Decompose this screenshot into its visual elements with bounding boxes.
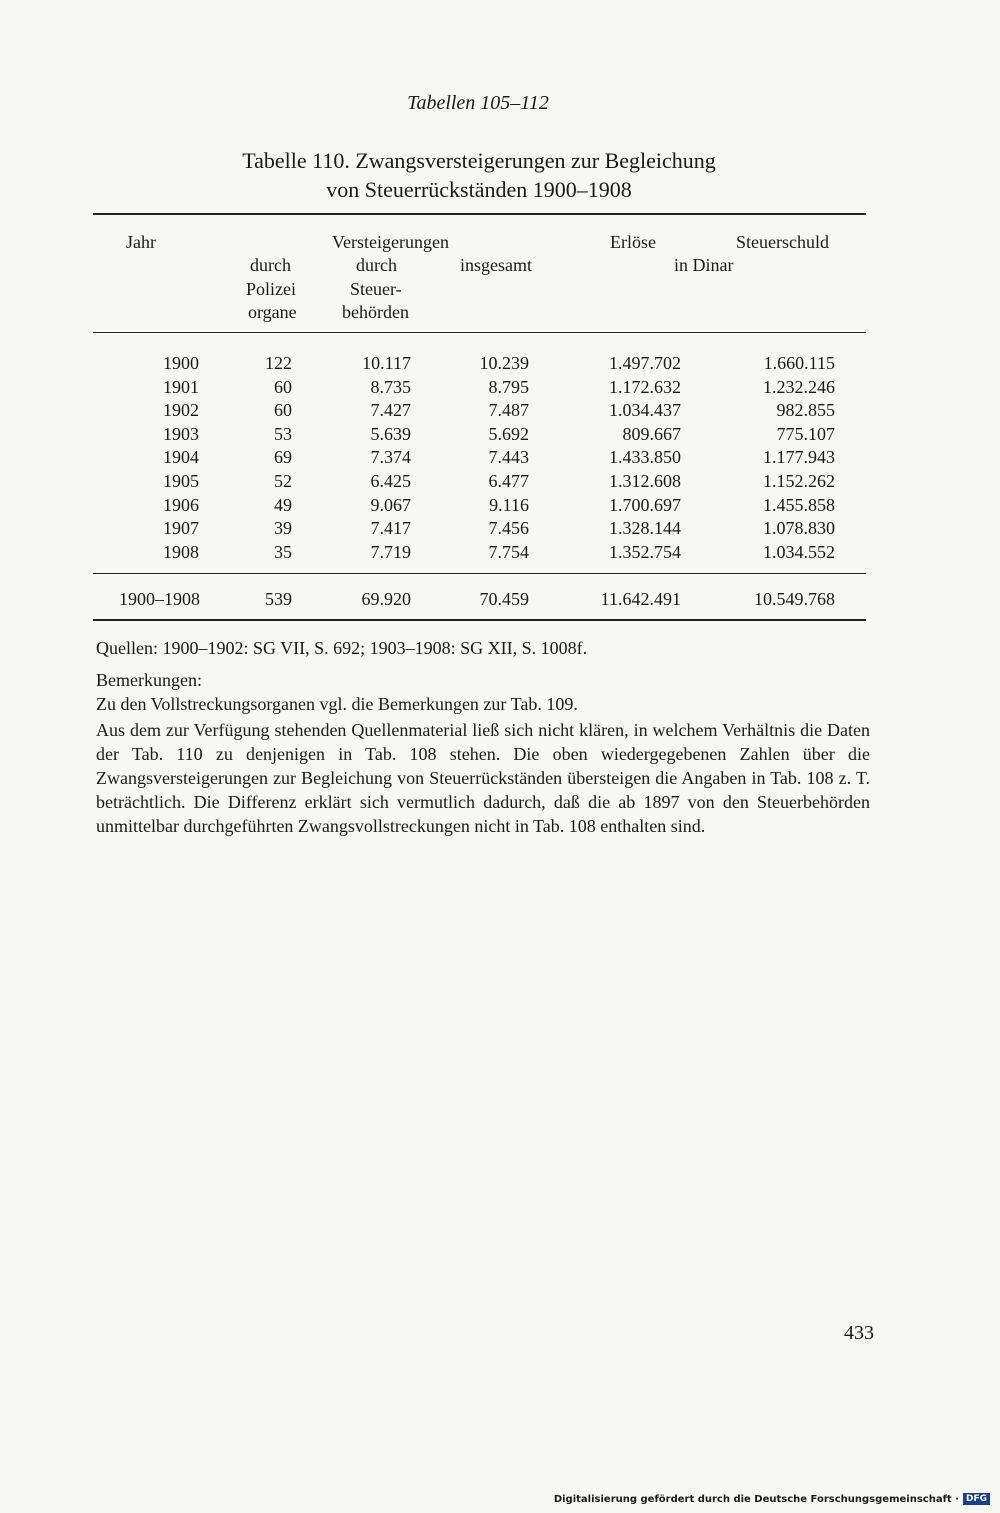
cell-polizei: 39 [274,518,292,539]
cell-steuer: 5.639 [370,423,411,444]
cell-erloese: 1.034.437 [609,400,681,421]
cell-steuerschuld: 1.152.262 [763,471,835,491]
cell-steuer: 9.067 [370,494,411,515]
header-versteigerungen: Versteigerungen [332,232,449,252]
cell-erloese: 1.497.702 [609,353,681,373]
cell-insgesamt: 7.443 [488,447,529,468]
cell-steuer: 7.427 [370,400,411,421]
table-top-rule [93,213,866,215]
cell-jahr: 1908 [163,541,199,562]
cell-steuerschuld: 1.177.943 [763,447,835,468]
cell-polizei: 122 [265,353,292,373]
total-steuerschuld: 10.549.768 [754,589,835,609]
header-steuer: Steuer- [350,279,402,299]
cell-erloese: 1.700.697 [609,494,681,515]
cell-jahr: 1905 [163,471,199,491]
header-jahr: Jahr [126,232,156,252]
cell-polizei: 69 [274,447,292,468]
cell-steuer: 10.117 [362,353,411,373]
page-number: 433 [844,1322,874,1344]
cell-jahr: 1902 [163,400,199,421]
table-total-rule [93,573,866,574]
dfg-logo: DFG [963,1493,990,1505]
cell-erloese: 1.433.850 [609,447,681,468]
cell-steuer: 6.425 [370,471,411,491]
cell-insgesamt: 10.239 [479,353,529,373]
cell-steuerschuld: 1.660.115 [763,353,835,373]
cell-insgesamt: 6.477 [488,471,529,491]
total-erloese: 11.642.491 [600,589,681,609]
cell-insgesamt: 9.116 [489,494,529,515]
header-insgesamt: insgesamt [460,255,532,275]
cell-polizei: 49 [274,494,292,515]
table-title-line-1: Tabelle 110. Zwangsversteigerungen zur Begleichung [242,148,716,173]
cell-insgesamt: 7.754 [488,541,529,562]
cell-jahr: 1903 [163,423,199,444]
table-bottom-rule [93,619,866,621]
notes [96,636,870,838]
cell-steuer: 7.374 [370,447,411,468]
cell-polizei: 52 [274,471,292,491]
cell-steuerschuld: 982.855 [776,400,835,421]
cell-steuer: 7.417 [370,518,411,539]
bemerkung-1: Zu den Vollstreckungsorganen vgl. die Bemerkungen zur Tab. 109. [96,694,578,714]
header-behoerden: behörden [342,302,409,322]
cell-polizei: 60 [274,376,292,397]
cell-jahr: 1907 [163,518,199,539]
bemerkung-2: Aus dem zur Verfügung stehenden Quellenmaterial ließ sich nicht klären, in welchem Verhältnis die Daten der Tab. 110 zu denjenigen in Tab. 108 stehen. Die oben wiedergegebenen Zahlen über die Zwangsversteigerungen zur Begleichung von Steuerrückständen übersteigen die Angaben in Tab. 108 z. T. beträchtlich. Die Differenz erklärt sich vermutlich dadurch, daß die ab 1897 von den Steuerbehörden unmittelbar durchgeführten Zwangsvollstreckungen nicht in Tab. 108 enthalten sind. [96,720,870,836]
total-jahr: 1900–1908 [119,589,200,609]
total-insgesamt: 70.459 [479,589,529,609]
cell-polizei: 35 [274,541,292,562]
cell-steuer: 7.719 [370,541,411,562]
header-organe: organe [248,302,297,322]
table-title-line-2: von Steuerrückständen 1900–1908 [326,177,632,202]
cell-jahr: 1904 [163,447,199,468]
footer-text: Digitalisierung gefördert durch die Deutsche Forschungsgemeinschaft · [553,1493,959,1505]
cell-polizei: 60 [274,400,292,421]
bemerkungen-heading: Bemerkungen: [96,670,202,690]
cell-insgesamt: 7.456 [488,518,529,539]
total-polizei: 539 [265,589,292,609]
cell-steuerschuld: 1.455.858 [763,494,835,515]
cell-steuer: 8.735 [370,376,411,397]
running-head: Tabellen 105–112 [407,92,549,114]
header-polizei: Polizei [246,279,296,299]
cell-polizei: 53 [274,423,292,444]
cell-insgesamt: 5.692 [488,423,529,444]
header-durch-polizei: durch [250,255,291,275]
cell-jahr: 1906 [163,494,199,515]
table-header-rule [93,332,866,333]
cell-erloese: 1.172.632 [609,376,681,397]
footer [554,1493,990,1505]
cell-steuerschuld: 1.034.552 [763,541,835,562]
cell-steuerschuld: 775.107 [776,423,835,444]
cell-erloese: 1.328.144 [609,518,681,539]
cell-steuerschuld: 1.078.830 [763,518,835,539]
header-steuerschuld: Steuerschuld [736,232,829,252]
header-erloese: Erlöse [610,232,656,252]
table-title [0,146,958,204]
cell-insgesamt: 8.795 [488,376,529,397]
cell-jahr: 1900 [163,353,199,373]
cell-jahr: 1901 [163,376,199,397]
cell-insgesamt: 7.487 [488,400,529,421]
header-durch-steuer: durch [356,255,397,275]
cell-erloese: 809.667 [622,423,681,444]
cell-erloese: 1.312.608 [609,471,681,491]
cell-steuerschuld: 1.232.246 [763,376,835,397]
cell-erloese: 1.352.754 [609,541,681,562]
header-in-dinar: in Dinar [674,255,734,275]
total-steuer: 69.920 [361,589,411,609]
quellen: Quellen: 1900–1902: SG VII, S. 692; 1903–1908: SG XII, S. 1008f. [96,638,588,658]
